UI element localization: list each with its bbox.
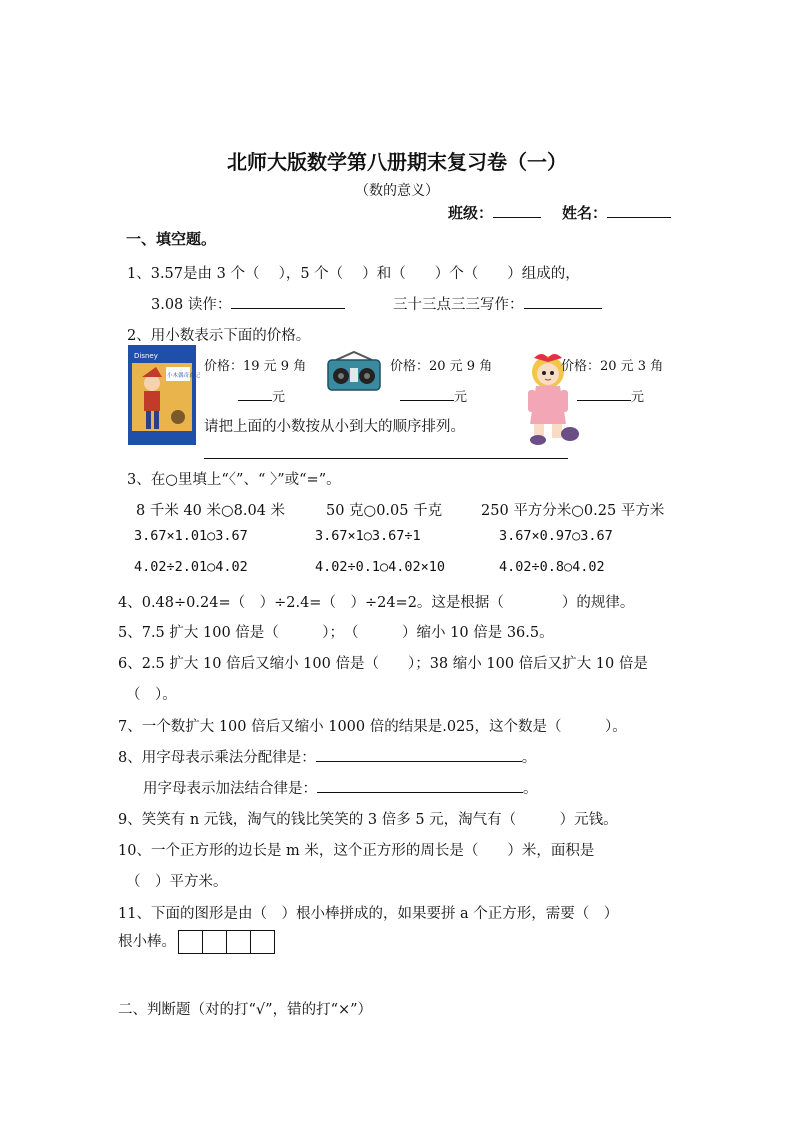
answer-blank[interactable] xyxy=(316,747,522,762)
question-3-r2c2: 3.67×1○3.67÷1 xyxy=(315,528,421,544)
answer-blank[interactable] xyxy=(577,386,631,401)
question-1-line-2a: 3.08 读作： xyxy=(151,293,345,314)
question-2-intro: 2、用小数表示下面的价格。 xyxy=(127,328,311,344)
question-6-line-2: （ ）。 xyxy=(126,687,177,703)
question-3-r1c1: 8 千米 40 米○8.04 米 xyxy=(136,503,286,519)
page-subtitle: （数的意义） xyxy=(355,183,439,199)
question-11-line-2: 根小棒。 xyxy=(118,930,275,954)
name-blank[interactable] xyxy=(607,203,671,218)
question-11-line-1: 11、下面的图形是由（ ）根小棒拼成的，如果要拼 a 个正方形，需要（ ） xyxy=(118,906,619,922)
question-5: 5、7.5 扩大 100 倍是（ ）； （ ）缩小 10 倍是 36.5。 xyxy=(118,625,554,641)
question-4: 4、0.48÷0.24=（ ）÷2.4=（ ）÷24=2。这是根据（ ）的规律。 xyxy=(118,595,635,611)
question-3-r2c1: 3.67×1.01○3.67 xyxy=(134,528,248,544)
section-2-heading: 二、判断题（对的打“√”，错的打“×”） xyxy=(118,1002,373,1018)
price-3-answer: 元 xyxy=(577,386,644,405)
question-3-r3c2: 4.02÷0.1○4.02×10 xyxy=(315,559,446,575)
price-1: 价格：19 元 9 角 xyxy=(204,359,307,374)
name-field xyxy=(562,202,671,223)
question-6-line-1: 6、2.5 扩大 10 倍后又缩小 100 倍是（ ）；38 缩小 100 倍后又扩大 10 倍是 xyxy=(118,656,648,672)
question-1-line-1: 1、3.57是由 3 个（ ），5 个（ ）和（ ）个（ ）组成的， xyxy=(127,266,580,282)
class-label: 班级： xyxy=(448,204,494,222)
sort-answer-line[interactable] xyxy=(204,458,568,459)
answer-blank[interactable] xyxy=(400,386,454,401)
class-field xyxy=(448,202,541,223)
answer-blank[interactable] xyxy=(317,778,523,793)
question-2-sort: 请把上面的小数按从小到大的顺序排列。 xyxy=(204,419,465,435)
answer-blank[interactable] xyxy=(231,294,345,309)
book-title: 小木偶奇遇记 xyxy=(167,373,201,379)
book-badge: Disney xyxy=(134,352,158,360)
question-8-line-1: 8、用字母表示乘法分配律是： 。 xyxy=(118,746,536,767)
question-8-line-2: 用字母表示加法结合律是： 。 xyxy=(143,777,538,798)
question-9: 9、笑笑有 n 元钱，淘气的钱比笑笑的 3 倍多 5 元，淘气有（ ）元钱。 xyxy=(118,812,618,828)
sticks-figure xyxy=(178,930,275,954)
question-10-line-1: 10、一个正方形的边长是 m 米，这个正方形的周长是（ ）米，面积是 xyxy=(118,843,595,859)
name-label: 姓名： xyxy=(562,204,608,222)
question-3-r1c2: 50 克○0.05 千克 xyxy=(326,503,443,519)
price-2: 价格：20 元 9 角 xyxy=(390,359,493,374)
question-10-line-2: （ ）平方米。 xyxy=(126,874,228,890)
question-3-r1c3: 250 平方分米○0.25 平方米 xyxy=(481,503,665,519)
price-2-answer: 元 xyxy=(400,386,467,405)
price-1-answer: 元 xyxy=(238,386,285,405)
class-blank[interactable] xyxy=(493,203,541,218)
price-3: 价格：20 元 3 角 xyxy=(561,359,664,374)
question-3-r3c1: 4.02÷2.01○4.02 xyxy=(134,559,248,575)
page-title: 北师大版数学第八册期末复习卷（一） xyxy=(227,150,567,174)
question-1-line-2b: 三十三点三三写作： xyxy=(393,293,602,314)
question-3-intro: 3、在○里填上“〈”、“ 〉”或“=”。 xyxy=(127,472,341,488)
question-7: 7、一个数扩大 100 倍后又缩小 1000 倍的结果是.025，这个数是（ ）。 xyxy=(118,719,627,735)
book-image xyxy=(128,345,201,445)
question-3-r2c3: 3.67×0.97○3.67 xyxy=(499,528,613,544)
answer-blank[interactable] xyxy=(238,386,272,401)
section-1-heading: 一、填空题。 xyxy=(126,230,217,248)
radio-image xyxy=(326,350,382,392)
question-3-r3c3: 4.02÷0.8○4.02 xyxy=(499,559,605,575)
answer-blank[interactable] xyxy=(524,294,602,309)
